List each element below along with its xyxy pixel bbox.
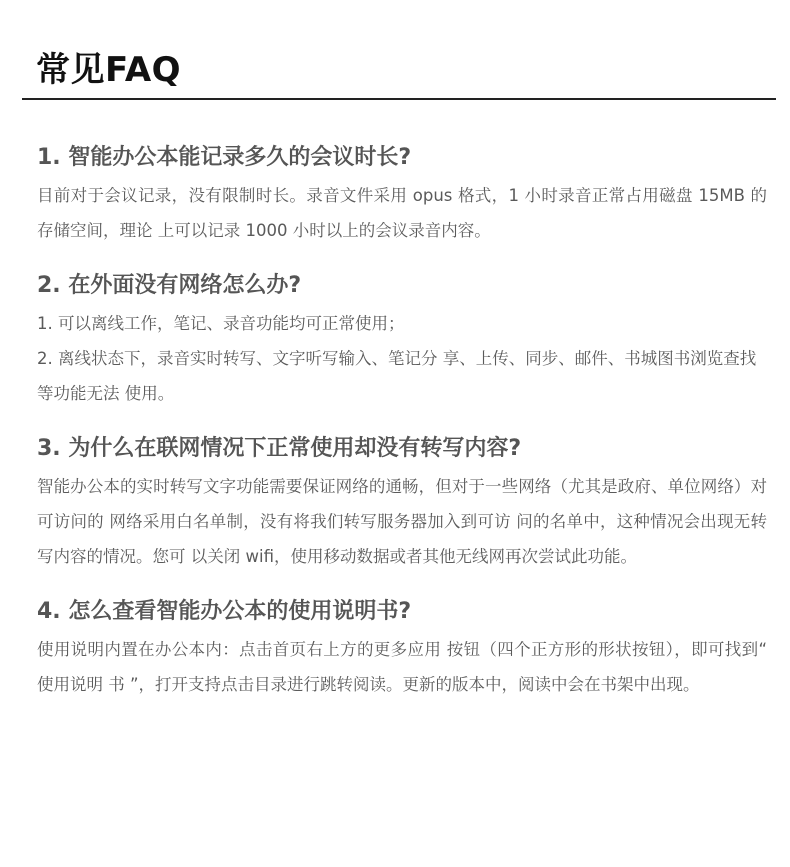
faq-answer-1: 目前对于会议记录，没有限制时长。录音文件采用 opus 格式，1 小时录音正常占用磁盘 15MB 的存储空间，理论 上可以记录 1000 小时以上的会议录音内容。 (37, 186, 767, 240)
faq-question-2: 2. 在外面没有网络怎么办? (37, 273, 302, 298)
faq-answer-2-line-1: 1. 可以离线工作，笔记、录音功能均可正常使用； (37, 314, 405, 333)
faq-answer-3: 智能办公本的实时转写文字功能需要保证网络的通畅，但对于一些网络（尤其是政府、单位网络）对可访问的 网络采用白名单制，没有将我们转写服务器加入到可访 问的名单中，这种情况会出现无转写内容的情况。您可 以关闭 wifi，使用移动数据或者其他无线网再次尝试此功能。 (37, 477, 767, 566)
faq-list (37, 142, 767, 724)
faq-item-1 (37, 142, 767, 248)
faq-question-4: 4. 怎么查看智能办公本的使用说明书? (37, 599, 412, 624)
faq-answer-4: 使用说明内置在办公本内：点击首页右上方的更多应用 按钮（四个正方形的形状按钮），即可找到“ 使用说明 书 ”，打开支持点击目录进行跳转阅读。更新的版本中，阅读中会在书架中出现。 (37, 640, 767, 694)
faq-answer-2-line-2: 2. 离线状态下，录音实时转写、文字听写输入、笔记分 享、上传、同步、邮件、书城图书浏览查找等功能无法 使用。 (37, 349, 757, 403)
faq-question-1: 1. 智能办公本能记录多久的会议时长? (37, 145, 412, 170)
faq-item-4 (37, 596, 767, 702)
faq-item-3 (37, 433, 767, 574)
faq-item-2 (37, 270, 767, 411)
faq-question-3: 3. 为什么在联网情况下正常使用却没有转写内容? (37, 436, 522, 461)
header (22, 36, 776, 100)
page-title: 常见FAQ (36, 50, 182, 90)
